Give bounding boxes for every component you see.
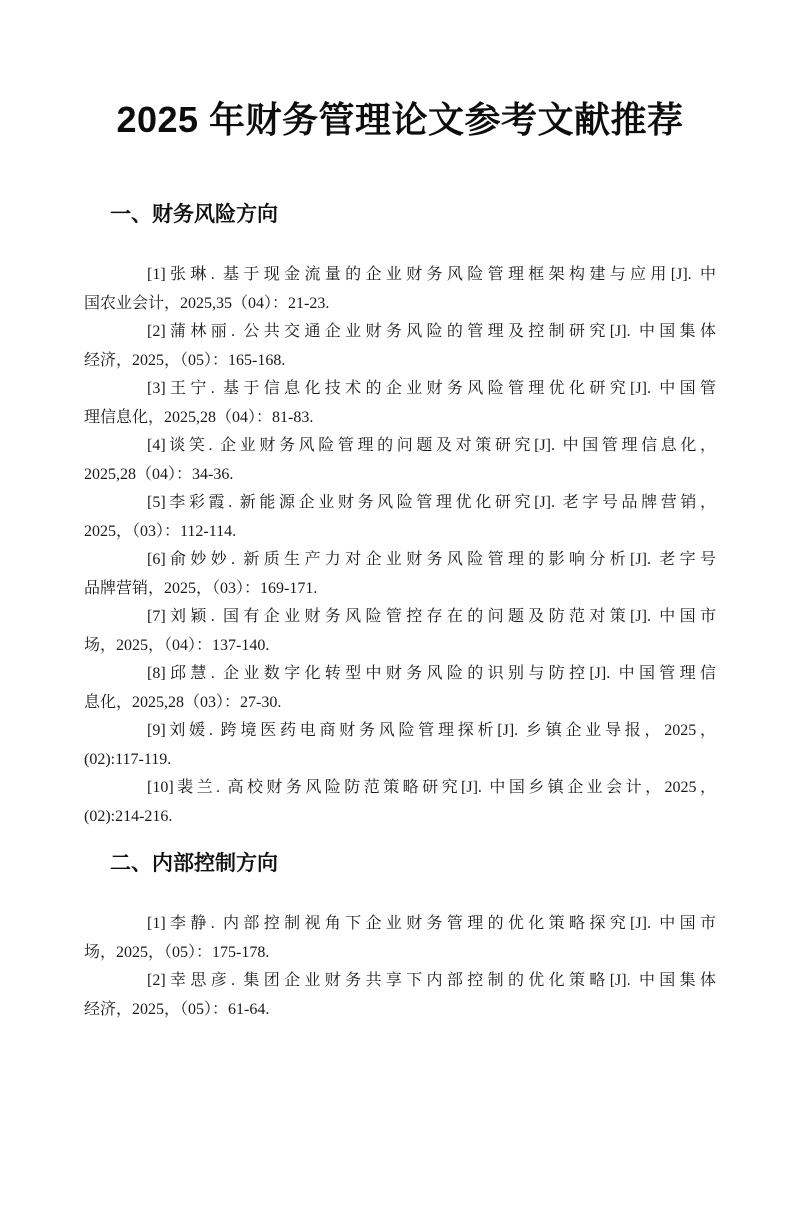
- reference-item: [84, 967, 716, 1024]
- reference-line: 经济，2025，（05）：165-168.: [84, 351, 286, 369]
- reference-item: [84, 432, 716, 489]
- reference-line: (02):214-216.: [84, 807, 173, 825]
- reference-line: 经济，2025，（05）：61-64.: [84, 1000, 270, 1018]
- reference-line: [10]裴兰. 高校财务风险防范策略研究[J]. 中国乡镇企业会计，2025，: [147, 779, 716, 796]
- reference-item: [84, 774, 716, 831]
- reference-list: [84, 910, 716, 1024]
- reference-item: [84, 318, 716, 375]
- page-title: 2025 年财务管理论文参考文献推荐: [116, 99, 684, 140]
- reference-item: [84, 717, 716, 774]
- reference-item: [84, 546, 716, 603]
- reference-line: [4]谈笑. 企业财务风险管理的问题及对策研究[J]. 中国管理信息化，: [147, 437, 716, 454]
- reference-line: 2025，（03）：112-114.: [84, 522, 237, 540]
- reference-line: [2]蒲林丽. 公共交通企业财务风险的管理及控制研究[J]. 中国集体: [147, 323, 716, 340]
- section-heading: 一、财务风险方向: [110, 203, 278, 226]
- reference-item: [84, 489, 716, 546]
- reference-line: 息化，2025,28（03）：27-30.: [84, 693, 282, 711]
- section-internal-control: [84, 851, 716, 1024]
- reference-line: 国农业会计，2025,35（04）：21-23.: [84, 294, 330, 312]
- reference-line: [7]刘颖. 国有企业财务风险管控存在的问题及防范对策[J]. 中国市: [147, 608, 716, 625]
- reference-item: [84, 910, 716, 967]
- reference-line: 场，2025，（05）：175-178.: [84, 943, 270, 961]
- reference-item: [84, 375, 716, 432]
- reference-line: [8]邱慧. 企业数字化转型中财务风险的识别与防控[J]. 中国管理信: [147, 665, 716, 682]
- reference-item: [84, 603, 716, 660]
- reference-line: [3]王宁. 基于信息化技术的企业财务风险管理优化研究[J]. 中国管: [147, 380, 716, 397]
- reference-list: [84, 261, 716, 831]
- reference-line: [1]李静. 内部控制视角下企业财务管理的优化策略探究[J]. 中国市: [147, 915, 716, 932]
- reference-line: [9]刘媛. 跨境医药电商财务风险管理探析[J]. 乡镇企业导报，2025，: [147, 722, 716, 739]
- reference-line: [1]张琳. 基于现金流量的企业财务风险管理框架构建与应用[J]. 中: [147, 266, 716, 283]
- section-heading: 二、内部控制方向: [110, 852, 278, 875]
- reference-line: 品牌营销，2025，（03）：169-171.: [84, 579, 318, 597]
- reference-item: [84, 660, 716, 717]
- reference-line: [2]幸思彦. 集团企业财务共享下内部控制的优化策略[J]. 中国集体: [147, 972, 716, 989]
- section-financial-risk: [84, 202, 716, 831]
- reference-line: [6]俞妙妙. 新质生产力对企业财务风险管理的影响分析[J]. 老字号: [147, 551, 716, 568]
- reference-line: (02):117-119.: [84, 750, 172, 768]
- reference-item: [84, 261, 716, 318]
- reference-line: 2025,28（04）：34-36.: [84, 465, 234, 483]
- reference-line: 场，2025，（04）：137-140.: [84, 636, 270, 654]
- reference-line: 理信息化，2025,28（04）：81-83.: [84, 408, 314, 426]
- document-page: [0, 96, 800, 1024]
- reference-line: [5]李彩霞. 新能源企业财务风险管理优化研究[J]. 老字号品牌营销，: [147, 494, 716, 511]
